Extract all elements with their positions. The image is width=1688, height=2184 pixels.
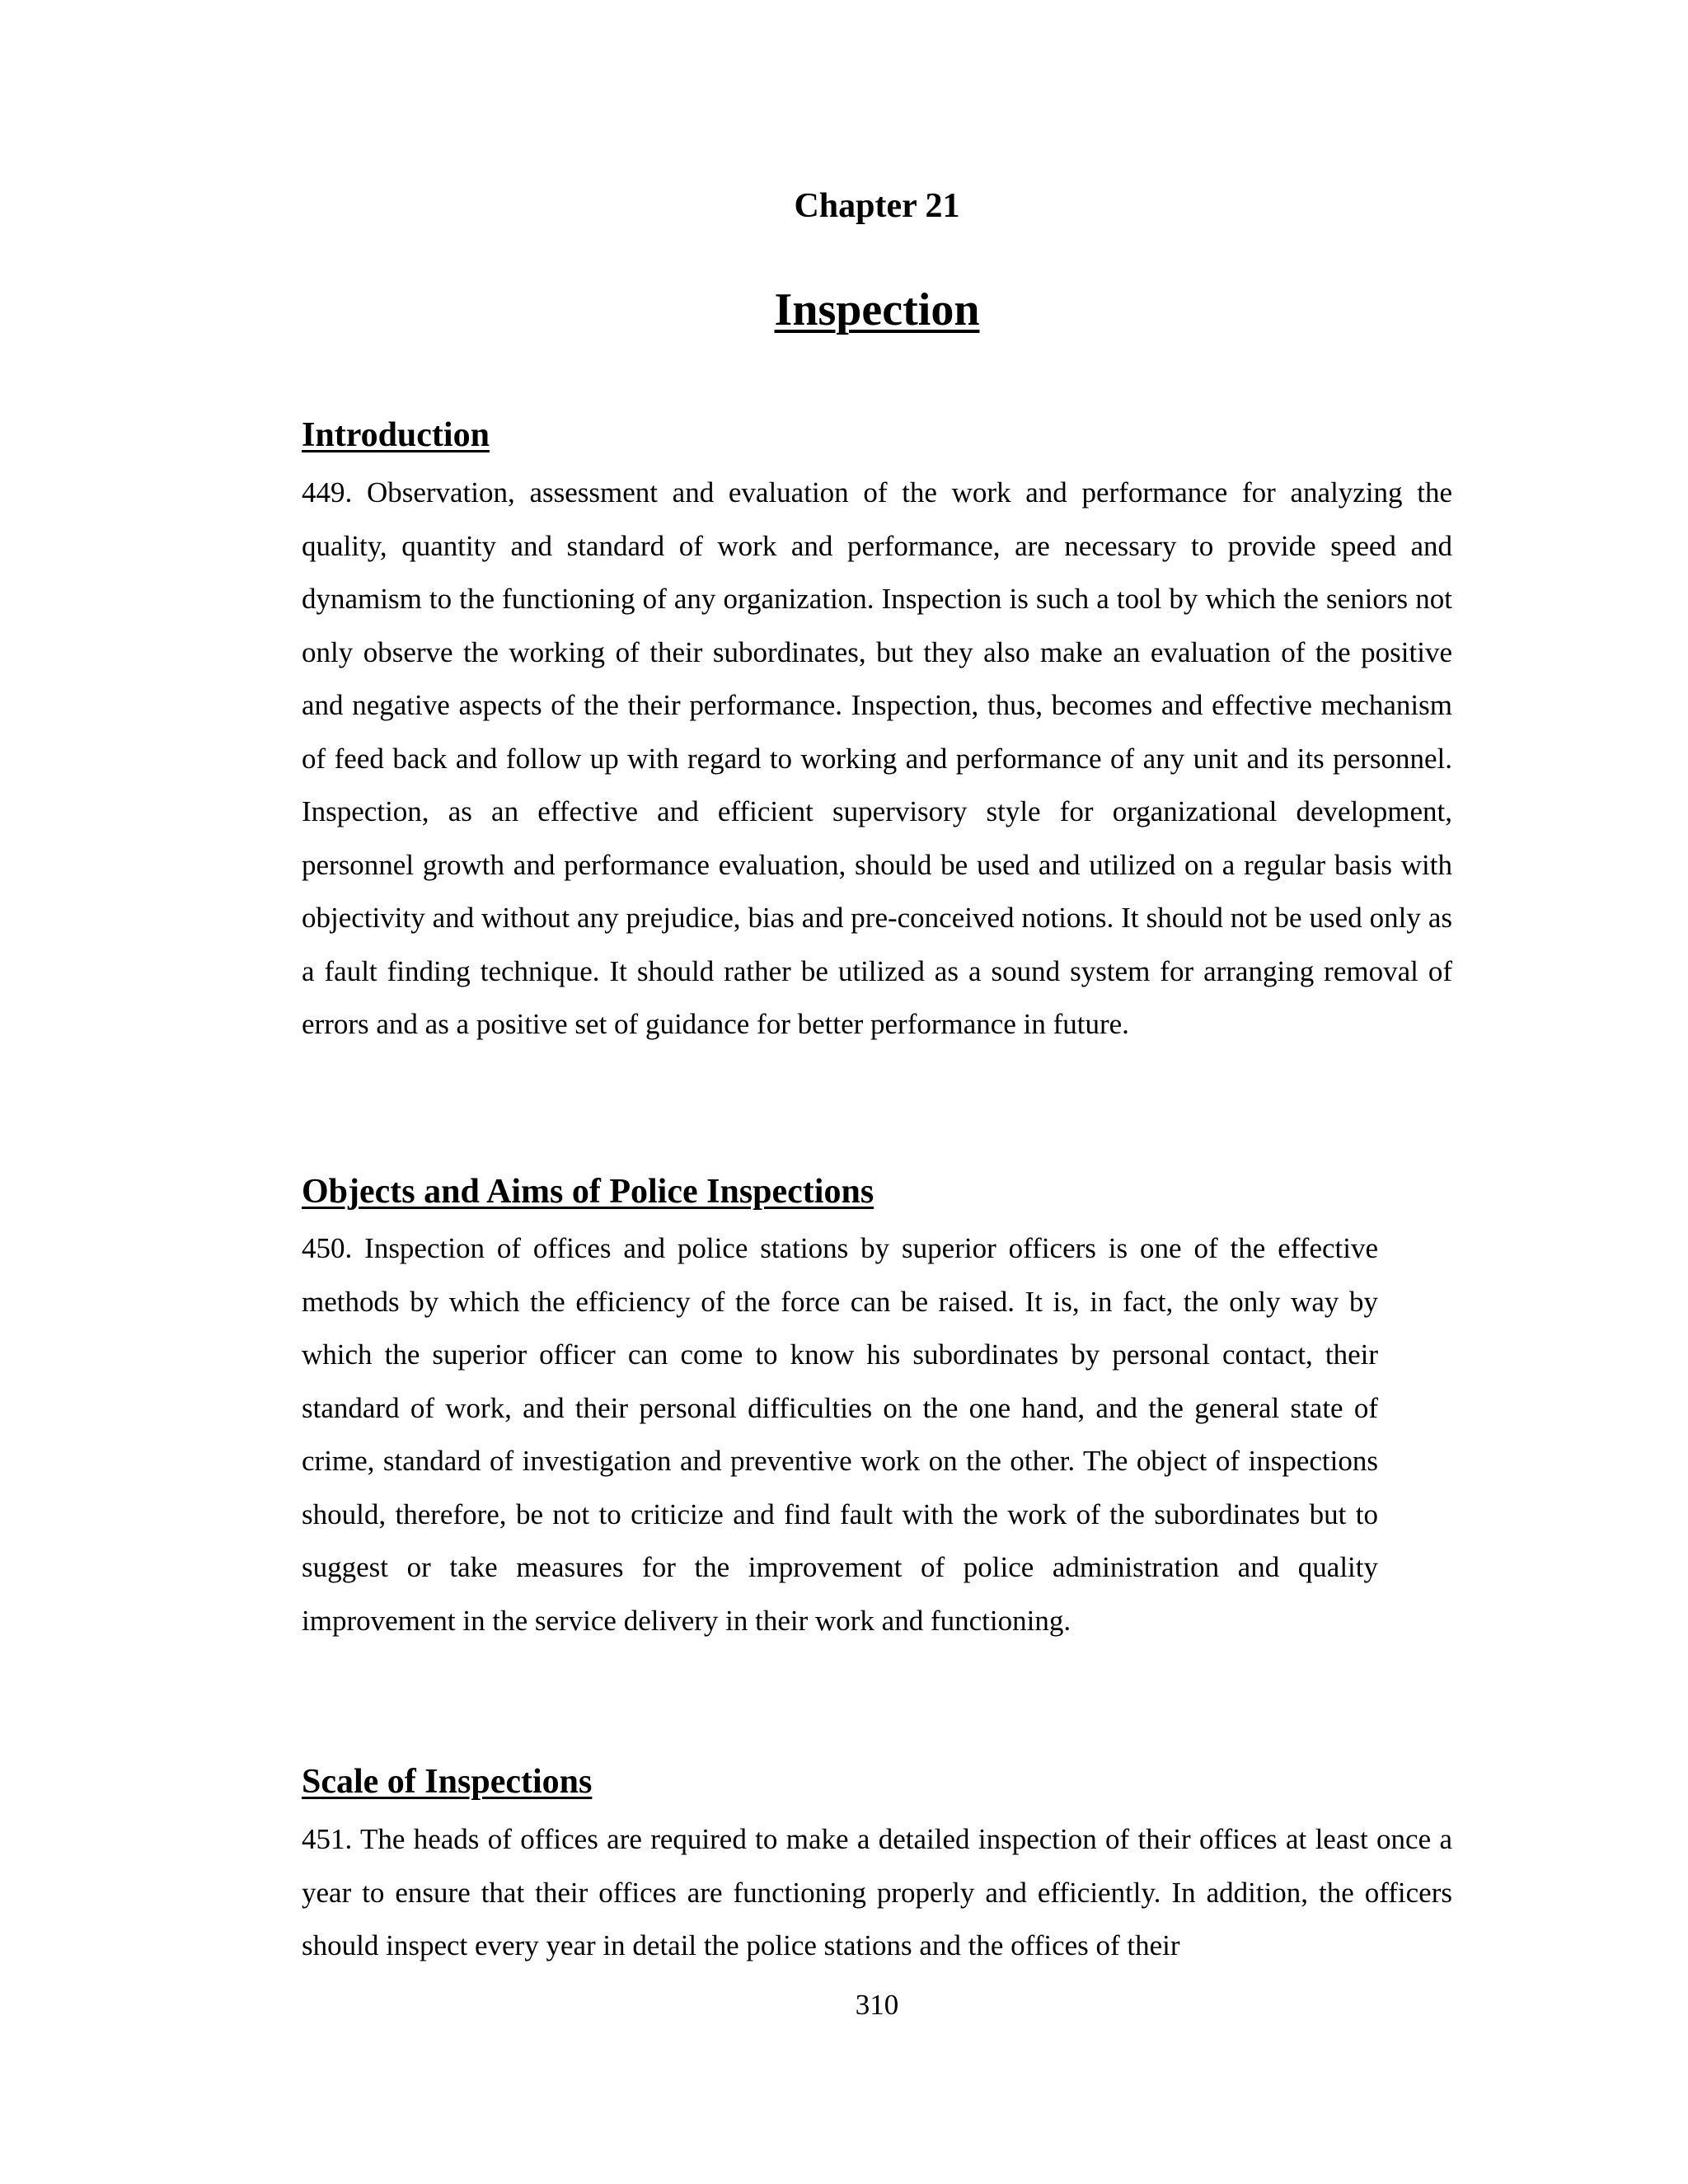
chapter-title: Inspection <box>774 284 980 335</box>
section-heading-scale-of-inspections: Scale of Inspections <box>302 1763 593 1801</box>
paragraph-451: 451. The heads of offices are required to make a detailed inspection of their offices at least once a year to ensure that their offices are functioning properly and efficiently. In addition, the officers should inspect every year in detail the police stations and the offices of their <box>302 1823 1452 1961</box>
page-number: 310 <box>855 1989 899 2021</box>
paragraph-449: 449. Observation, assessment and evaluation of the work and performance for analyzing the quality, quantity and standard of work and performance, are necessary to provide speed and dynamism to the functioning of any organization. Inspection is such a tool by which the seniors not only observe the working of their subordinates, but they also make an evaluation of the positive and negative aspects of the their performance. Inspection, thus, becomes and effective mechanism of feed back and follow up with regard to working and performance of any unit and its personnel. Inspection, as an effective and efficient supervisory style for organizational development, personnel growth and performance evaluation, should be used and utilized on a regular basis with objectivity and without any prejudice, bias and pre-conceived notions. It should not be used only as a fault finding technique. It should rather be utilized as a sound system for arranging removal of errors and as a positive set of guidance for better performance in future. <box>302 476 1452 1040</box>
section-heading-introduction: Introduction <box>302 416 490 454</box>
chapter-number: Chapter 21 <box>794 187 960 225</box>
section-heading-objects-and-aims: Objects and Aims of Police Inspections <box>302 1173 874 1211</box>
paragraph-450: 450. Inspection of offices and police stations by superior officers is one of the effective methods by which the efficiency of the force can be raised. It is, in fact, the only way by which the superior officer can come to know his subordinates by personal contact, their standard of work, and their personal difficulties on the one hand, and the general state of crime, standard of investigation and preventive work on the other. The object of inspections should, therefore, be not to criticize and find fault with the work of the subordinates but to suggest or take measures for the improvement of police administration and quality improvement in the service delivery in their work and functioning. <box>302 1232 1378 1637</box>
